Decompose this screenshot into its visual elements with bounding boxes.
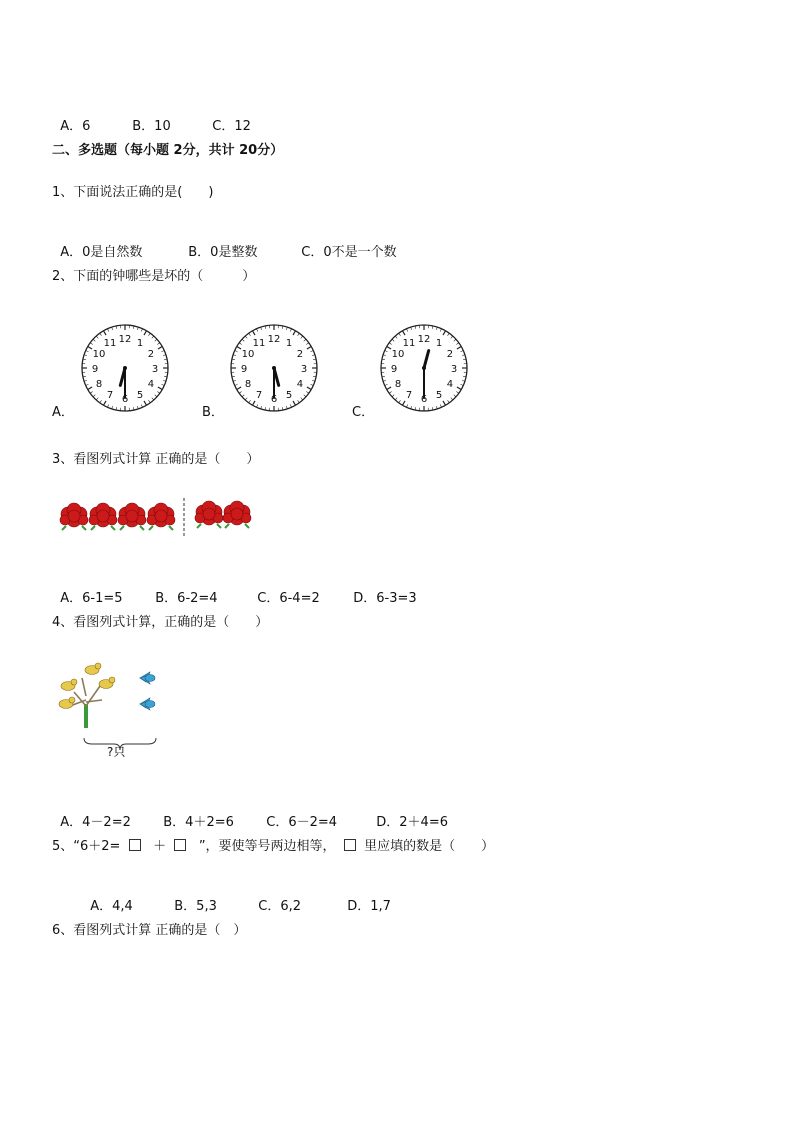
clock-number: 3	[300, 364, 308, 375]
clock-number: 1	[285, 338, 293, 350]
option-c[interactable]: C．0不是一个数	[301, 245, 397, 260]
clock-number: 7	[255, 389, 263, 401]
option-d[interactable]: D．6-3=3	[353, 591, 417, 606]
option-d[interactable]: D．1,7	[347, 899, 391, 914]
clock-number: 3	[450, 364, 458, 375]
clock-b-label[interactable]: B．	[202, 405, 224, 420]
clock-number: 3	[151, 364, 159, 375]
q5-stem: 5、“6＋2= ＋ ”，要使等号两边相等， 里应填的数是（ ）	[52, 839, 495, 854]
clock-number: 12	[118, 334, 132, 345]
clock-number: 11	[103, 338, 117, 350]
figure-label: ?只	[107, 745, 126, 759]
option-b[interactable]: B．5,3	[174, 899, 217, 914]
q3-options	[52, 572, 417, 608]
clock-number: 6	[270, 394, 278, 405]
clock-number: 7	[405, 389, 413, 401]
option-b[interactable]: B．4＋2=6	[163, 815, 234, 830]
q3-stem: 3、看图列式计算 正确的是（ ）	[52, 452, 260, 467]
blank-box-2[interactable]	[174, 839, 186, 851]
clock-number: 5	[136, 389, 144, 401]
clock-number: 5	[435, 389, 443, 401]
flower-icon	[60, 503, 88, 530]
clock-number: 4	[446, 379, 454, 390]
clock-number: 1	[136, 338, 144, 350]
option-b[interactable]: B．10	[132, 119, 171, 134]
clock-b	[228, 322, 320, 414]
clock-center	[272, 366, 276, 370]
option-a[interactable]: A．6	[60, 119, 91, 134]
option-a[interactable]: A．4,4	[90, 899, 133, 914]
clock-number: 12	[267, 334, 281, 345]
blank-box-1[interactable]	[129, 839, 141, 851]
option-c[interactable]: C．6-4=2	[257, 591, 320, 606]
clock-number: 11	[402, 338, 416, 350]
blank-box-3[interactable]	[344, 839, 356, 851]
q4-stem: 4、看图列式计算，正确的是（ ）	[52, 615, 269, 630]
clock-c-label[interactable]: C．	[352, 405, 375, 420]
flower-icon	[118, 503, 146, 530]
option-a[interactable]: A．0是自然数	[60, 245, 143, 260]
option-c[interactable]: C．12	[212, 119, 251, 134]
q2-stem: 2、下面的钟哪些是坏的（ ）	[52, 269, 256, 284]
clock-number: 10	[241, 349, 255, 360]
flower-icon	[147, 503, 175, 530]
clock-number: 10	[92, 349, 106, 360]
clock-number: 9	[390, 364, 398, 375]
clock-number: 4	[296, 379, 304, 390]
option-b[interactable]: B．0是整数	[188, 245, 258, 260]
clock-number: 1	[435, 338, 443, 350]
q4-options	[52, 796, 448, 832]
q1-options	[52, 226, 397, 262]
q-prev-options	[52, 100, 251, 136]
clock-number: 2	[147, 349, 155, 360]
flowers-figure	[52, 494, 256, 540]
option-b[interactable]: B．6-2=4	[155, 591, 218, 606]
q1-stem: 1、下面说法正确的是( )	[52, 185, 214, 200]
section-heading: 二、多选题（每小题 2分，共计 20分）	[52, 143, 284, 158]
option-c[interactable]: C．6－2=4	[266, 815, 338, 830]
clock-number: 10	[391, 349, 405, 360]
clock-number: 2	[446, 349, 454, 360]
flower-icon	[223, 501, 251, 528]
clock-number: 8	[244, 379, 252, 390]
flower-icon	[195, 501, 223, 528]
clock-number: 6	[420, 394, 428, 405]
q6-stem: 6、看图列式计算 正确的是（ ）	[52, 923, 247, 938]
clock-number: 8	[394, 379, 402, 390]
clock-number: 2	[296, 349, 304, 360]
option-c[interactable]: C．6,2	[258, 899, 302, 914]
clock-a-label[interactable]: A．	[52, 405, 74, 420]
clock-center	[422, 366, 426, 370]
clock-c	[378, 322, 470, 414]
clock-a	[79, 322, 171, 414]
clock-number: 12	[417, 334, 431, 345]
clock-number: 6	[121, 394, 129, 405]
option-d[interactable]: D．2＋4=6	[376, 815, 448, 830]
q5-options	[82, 880, 391, 916]
clock-number: 11	[252, 338, 266, 350]
option-a[interactable]: A．6-1=5	[60, 591, 123, 606]
clock-number: 9	[240, 364, 248, 375]
blue-birds	[140, 672, 155, 710]
clock-number: 5	[285, 389, 293, 401]
clock-number: 4	[147, 379, 155, 390]
option-a[interactable]: A．4－2=2	[60, 815, 131, 830]
flower-icon	[89, 503, 117, 530]
clock-center	[123, 366, 127, 370]
clock-number: 8	[95, 379, 103, 390]
clock-number: 7	[106, 389, 114, 401]
clock-number: 9	[91, 364, 99, 375]
